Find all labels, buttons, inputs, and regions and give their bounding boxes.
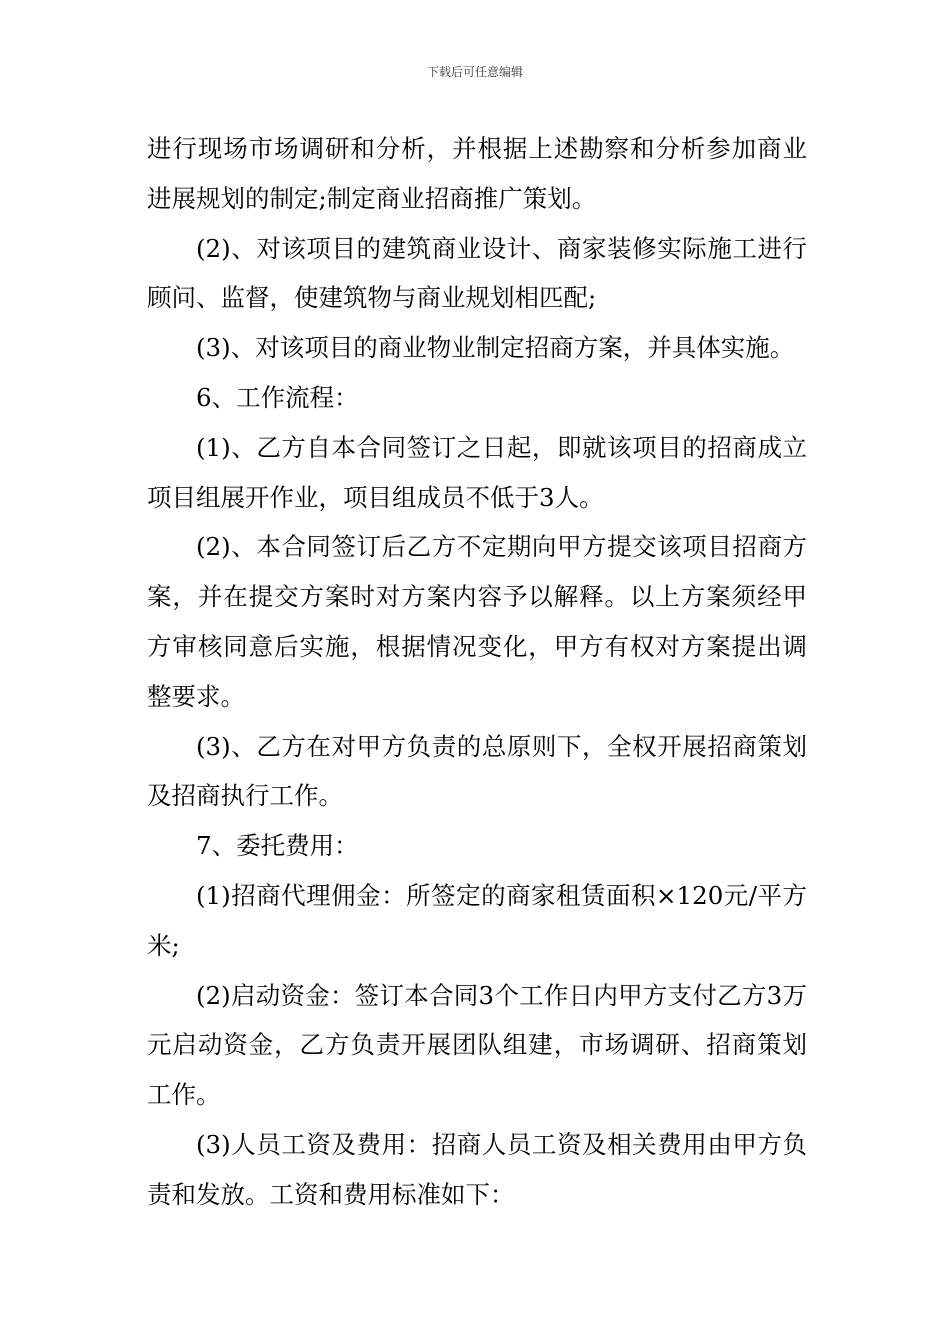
section-heading-workflow: 6、工作流程： [196,382,359,412]
paragraph-continuation: 进行现场市场调研和分析，并根据上述勘察和分析参加商业进展规划的制定;制定商业招商推广策划。 [147,134,807,213]
paragraph-workflow-3: (3)、乙方在对甲方负责的总原则下，全权开展招商策划及招商执行工作。 [147,731,807,811]
document-body [147,124,807,1220]
paragraph-fee-1: (1)招商代理佣金：所签定的商家租赁面积×120元/平方米; [147,880,807,960]
paragraph-fee-2: (2)启动资金：签订本合同3个工作日内甲方支付乙方3万元启动资金，乙方负责开展团队组建，市场调研、招商策划工作。 [147,980,807,1110]
page-header: 下载后可任意编辑 [426,65,523,79]
paragraph-item-2: (2)、对该项目的建筑商业设计、商家装修实际施工进行顾问、监督，使建筑物与商业规划相匹配; [147,233,807,313]
paragraph-workflow-1: (1)、乙方自本合同签订之日起，即就该项目的招商成立项目组展开作业，项目组成员不低于3人。 [147,432,807,512]
paragraph-item-3: (3)、对该项目的商业物业制定招商方案，并具体实施。 [196,333,795,363]
paragraph-workflow-2: (2)、本合同签订后乙方不定期向甲方提交该项目招商方案，并在提交方案时对方案内容予以解释。以上方案须经甲方审核同意后实施，根据情况变化，甲方有权对方案提出调整要求。 [147,532,807,711]
section-heading-fees: 7、委托费用： [196,831,359,861]
paragraph-fee-3: (3)人员工资及费用：招商人员工资及相关费用由甲方负责和发放。工资和费用标准如下： [147,1129,807,1209]
